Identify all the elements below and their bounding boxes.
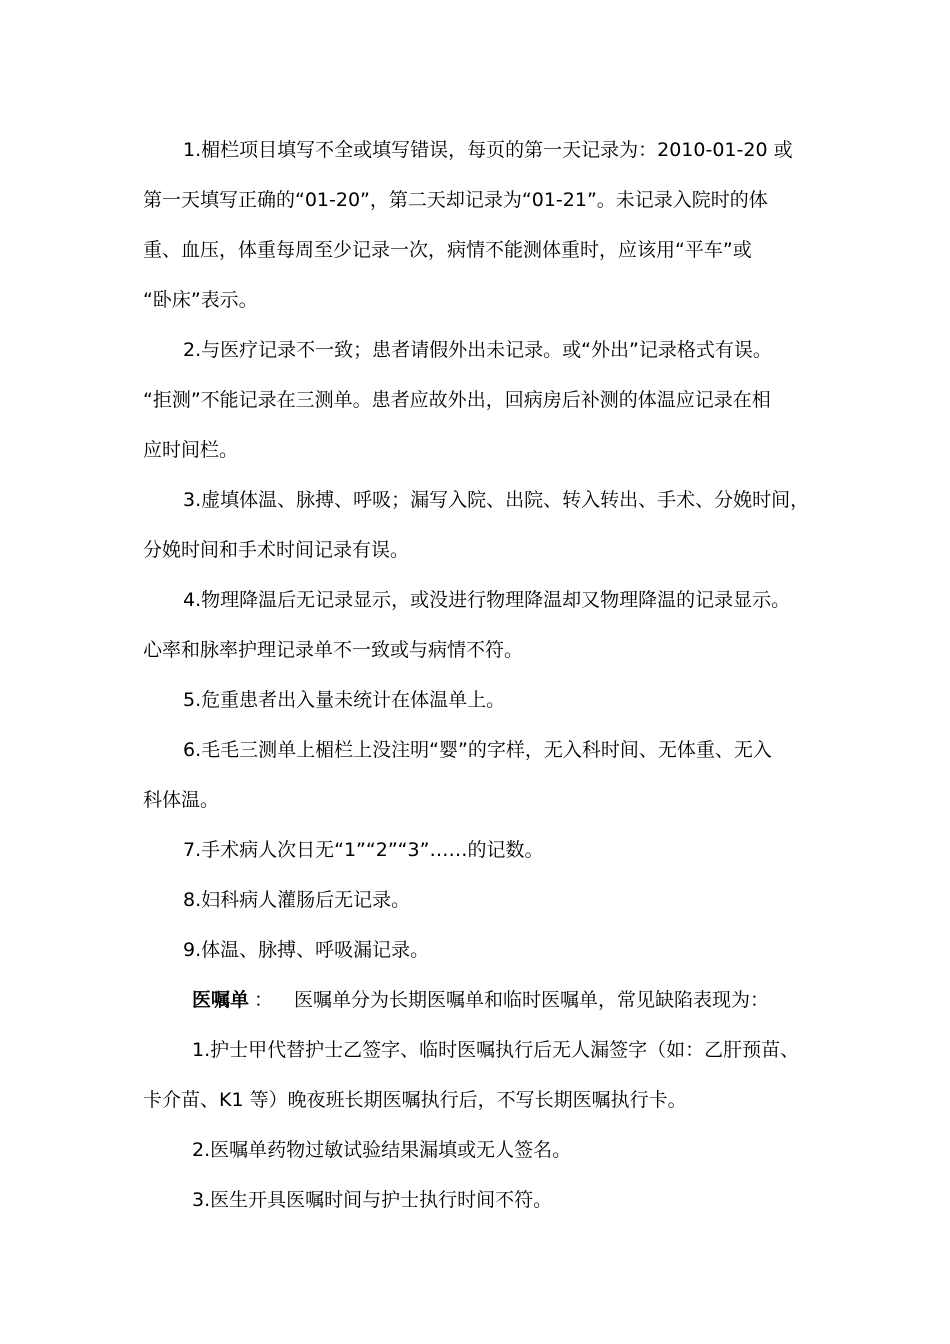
paragraph-line: 应时间栏。 — [143, 439, 239, 461]
paragraph-line: 心率和脉率护理记录单不一致或与病情不符。 — [143, 639, 524, 661]
paragraph-line: 9.体温、脉搏、呼吸漏记录。 — [183, 939, 430, 961]
paragraph-line: 分娩时间和手术时间记录有误。 — [143, 539, 410, 561]
paragraph-line: 4.物理降温后无记录显示，或没进行物理降温却又物理降温的记录显示。 — [183, 589, 791, 611]
paragraph-line: 6.毛毛三测单上楣栏上没注明“婴”的字样，无入科时间、无体重、无入 — [183, 739, 772, 761]
paragraph-line: 3.虚填体温、脉搏、呼吸；漏写入院、出院、转入转出、手术、分娩时间， — [183, 489, 810, 511]
section-heading: 医嘱单 — [192, 989, 250, 1011]
paragraph-line: “卧床”表示。 — [143, 289, 258, 311]
section-heading-colon: ： — [254, 989, 274, 1011]
paragraph-line: 科体温。 — [143, 789, 220, 811]
section-intro: 医嘱单分为长期医嘱单和临时医嘱单，常见缺陷表现为： — [294, 989, 770, 1011]
paragraph-line: 5.危重患者出入量未统计在体温单上。 — [183, 689, 506, 711]
paragraph-line: “拒测”不能记录在三测单。患者应故外出，回病房后补测的体温应记录在相 — [143, 389, 771, 411]
paragraph-line: 2.与医疗记录不一致；患者请假外出未记录。或“外出”记录格式有误。 — [183, 339, 772, 361]
paragraph-line: 第一天填写正确的“01-20”，第二天却记录为“01-21”。未记录入院时的体 — [143, 189, 768, 211]
paragraph-line: 卡介苗、K1 等）晚夜班长期医嘱执行后，不写长期医嘱执行卡。 — [143, 1089, 687, 1111]
paragraph-line: 重、血压，体重每周至少记录一次，病情不能测体重时，应该用“平车”或 — [143, 239, 752, 261]
paragraph-line: 3.医生开具医嘱时间与护士执行时间不符。 — [192, 1189, 553, 1211]
paragraph-line: 8.妇科病人灌肠后无记录。 — [183, 889, 411, 911]
paragraph-line: 7.手术病人次日无“1”“2”“3”……的记数。 — [183, 839, 544, 861]
paragraph-line: 1.护士甲代替护士乙签字、临时医嘱执行后无人漏签字（如：乙肝预苗、 — [192, 1039, 800, 1061]
paragraph-line: 1.楣栏项目填写不全或填写错误，每页的第一天记录为：2010-01-20 或 — [183, 139, 793, 161]
paragraph-line: 2.医嘱单药物过敏试验结果漏填或无人签名。 — [192, 1139, 572, 1161]
